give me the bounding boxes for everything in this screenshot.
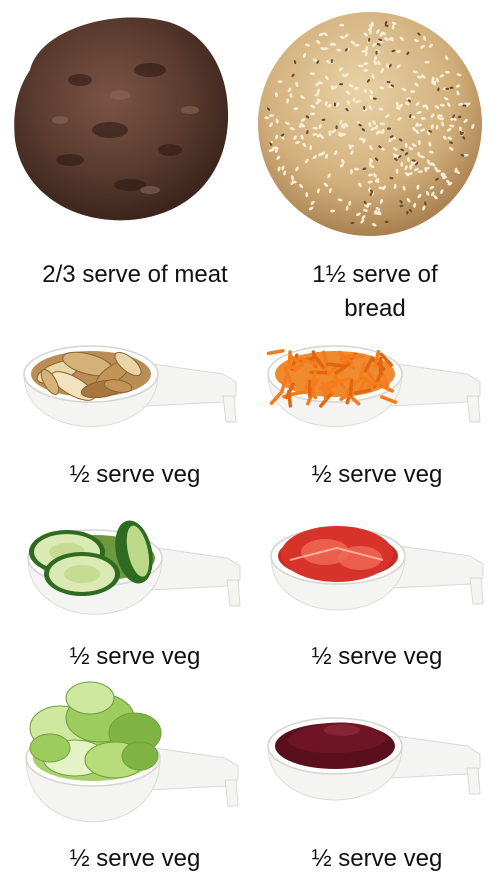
beetroot-cup-image xyxy=(262,710,492,825)
lettuce-cup-image xyxy=(20,688,250,838)
lettuce-serve-label: ½ serve veg xyxy=(69,845,201,872)
carrot-serve-label: ½ serve veg xyxy=(311,461,443,488)
tomato-serve-label: ½ serve veg xyxy=(311,643,443,670)
beetroot-serve-label: ½ serve veg xyxy=(311,845,443,872)
cucumber-serve-label: ½ serve veg xyxy=(69,643,201,670)
onion-cup-image xyxy=(18,334,248,454)
cucumber-cup-image xyxy=(22,512,252,637)
tomato-cup-image xyxy=(265,512,495,637)
bread-serve-label: 1½ serve of bread xyxy=(312,261,438,322)
carrot-cup-image xyxy=(262,334,492,454)
onion-serve-label: ½ serve veg xyxy=(69,461,201,488)
meat-patty-image xyxy=(0,0,250,250)
meat-serve-label: 2/3 serve of meat xyxy=(42,261,228,288)
bread-roll-image xyxy=(248,0,500,252)
